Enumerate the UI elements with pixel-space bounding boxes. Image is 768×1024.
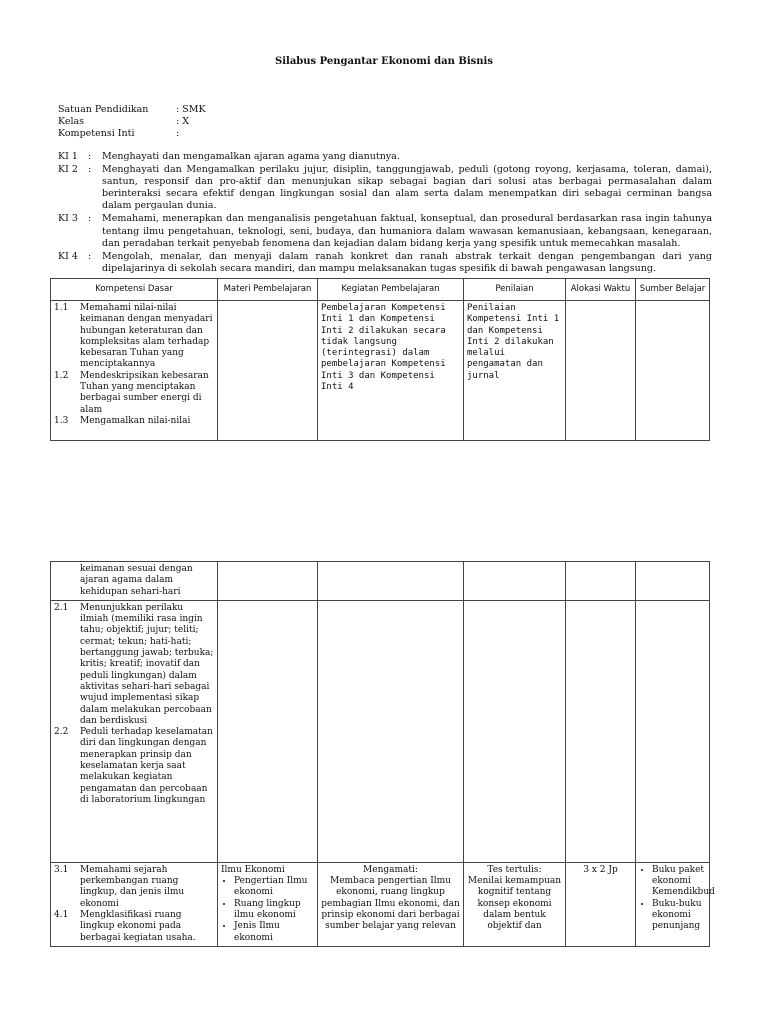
kd-number: 4.1 bbox=[54, 910, 69, 921]
sumber-list bbox=[639, 864, 715, 933]
kd-text: keimanan sesuai dengan ajaran agama dalam kehidupan sehari-hari bbox=[80, 564, 193, 597]
list-item: • Ruang lingkup ilmu ekonomi bbox=[234, 899, 314, 922]
kd-text: Peduli terhadap keselamatan diri dan lingkungan dengan menerapkan prinsip dan keselamatan kerja saat melakukan kegiatan pengamatan dan percobaan di laboratorium lingkungan bbox=[80, 727, 213, 805]
materi-cell bbox=[218, 600, 318, 862]
sumber-cell bbox=[636, 600, 710, 862]
ki-text: Memahami, menerapkan dan menganalisis pengetahuan faktual, konseptual, dan prosedural berdasarkan rasa ingin tahunya tentang ilmu pengetahuan, teknologi, seni, budaya, dan humaniora dalam wawasan kemanusiaan, kebangsaan, kenegaraan, dan peradaban terkait penyebab fenomena dan kejadian dalam bidang kerja yang spesifik untuk memecahkan masalah. bbox=[102, 213, 712, 249]
penilaian-cell bbox=[464, 600, 566, 862]
info-row bbox=[58, 104, 206, 116]
sumber-cell bbox=[636, 562, 710, 601]
kd-cell bbox=[51, 301, 218, 441]
core-competency-list bbox=[58, 151, 712, 275]
kd-number: 1.2 bbox=[54, 370, 69, 381]
ki-code: KI 1 bbox=[58, 151, 78, 162]
kd-item bbox=[54, 303, 214, 371]
kegiatan-cell: Pembelajaran Kompetensi Inti 1 dan Kompetensi Inti 2 dilakukan secara tidak langsung (terintegrasi) dalam pembelajaran Kompetensi Inti 3 dan Kompetensi Inti 4 bbox=[318, 301, 464, 441]
header-sumber: Sumber Belajar bbox=[636, 279, 710, 301]
header-alokasi: Alokasi Waktu bbox=[566, 279, 636, 301]
ki-sep: : bbox=[88, 213, 92, 225]
page-title: Silabus Pengantar Ekonomi dan Bisnis bbox=[275, 56, 493, 67]
ki-item bbox=[58, 251, 712, 275]
header-materi: Materi Pembelajaran bbox=[218, 279, 318, 301]
ki-text: Menghayati dan mengamalkan ajaran agama yang dianutnya. bbox=[102, 151, 400, 162]
school-info bbox=[58, 104, 206, 140]
ki-item bbox=[58, 164, 712, 212]
list-item: • Pengertian Ilmu ekonomi bbox=[234, 876, 314, 899]
kegiatan-cell bbox=[318, 562, 464, 601]
materi-cell bbox=[218, 301, 318, 441]
ki-sep: : bbox=[88, 250, 92, 262]
kd-item bbox=[54, 371, 214, 416]
kd-item bbox=[54, 910, 214, 944]
table-row bbox=[51, 562, 710, 601]
sumber-cell bbox=[636, 862, 715, 946]
info-value: : X bbox=[176, 116, 189, 127]
kd-cell bbox=[51, 562, 218, 601]
sumber-cell bbox=[636, 301, 710, 441]
kd-text: Menunjukkan perilaku ilmiah (memiliki rasa ingin tahu; objektif; jujur; teliti; cermat; tekun; hati-hati; bertanggung jawab; terbuka; kritis; kreatif; inovatif dan peduli lingkungan) dalam aktivitas sehari-hari sebagai wujud implementasi sikap dalam melakukan percobaan dan berdiskusi bbox=[80, 602, 214, 726]
kd-text: Memahami sejarah perkembangan ruang lingkup, dan jenis ilmu ekonomi bbox=[80, 864, 185, 909]
header-penilaian: Penilaian bbox=[464, 279, 566, 301]
header-kegiatan: Kegiatan Pembelajaran bbox=[318, 279, 464, 301]
info-label: Kelas bbox=[58, 116, 85, 127]
ki-code: KI 4 bbox=[58, 250, 78, 262]
ki-sep: : bbox=[88, 151, 92, 162]
penilaian-cell bbox=[464, 562, 566, 601]
kd-item bbox=[54, 564, 214, 598]
kd-number: 1.1 bbox=[54, 303, 69, 313]
kd-item bbox=[54, 865, 214, 910]
ki-code: KI 2 bbox=[58, 164, 78, 176]
kd-cell bbox=[51, 862, 218, 946]
info-label: Satuan Pendidikan bbox=[58, 104, 149, 115]
kd-number: 1.3 bbox=[54, 415, 69, 426]
ki-text: Mengolah, menalar, dan menyaji dalam ranah konkret dan ranah abstrak terkait dengan pengembangan dari yang dipelajarinya di sekolah secara mandiri, dan mampu melaksanakan tugas spesifik di bawah pengawasan langsung. bbox=[102, 250, 712, 274]
alokasi-cell bbox=[566, 562, 636, 601]
table-row bbox=[51, 301, 710, 441]
kegiatan-text: Membaca pengertian Ilmu ekonomi, ruang lingkup pembagian Ilmu ekonomi, dan prinsip ekonomi dari berbagai sumber belajar yang relevan bbox=[321, 876, 460, 932]
ki-text: Menghayati dan Mengamalkan perilaku jujur, disiplin, tanggungjawab, peduli (gotong royong, kerjasama, toleran, damai), santun, responsif dan pro-aktif dan menunjukan sikap sebagai bagian dari solusi atas berbagai permasalahan dalam berinteraksi secara efektif dengan lingkungan sosial dan alam serta dalam menempatkan diri sebagai cerminan bangsa dalam pergaulan dunia. bbox=[102, 164, 712, 212]
kd-number: 2.2 bbox=[54, 727, 69, 738]
materi-cell bbox=[218, 562, 318, 601]
penilaian-cell bbox=[464, 862, 566, 946]
penilaian-title: Tes tertulis: bbox=[487, 864, 542, 875]
header-kompetensi-dasar: Kompetensi Dasar bbox=[51, 279, 218, 301]
kegiatan-cell bbox=[318, 862, 464, 946]
ki-code: KI 3 bbox=[58, 213, 78, 225]
kd-cell bbox=[51, 600, 218, 862]
kd-item bbox=[54, 727, 214, 806]
kd-number: 3.1 bbox=[54, 864, 69, 875]
table-header-row bbox=[51, 279, 710, 301]
list-item: • Buku-buku ekonomi penunjang bbox=[652, 899, 706, 933]
list-item: • Jenis Ilmu ekonomi bbox=[234, 921, 314, 944]
kegiatan-title: Mengamati: bbox=[363, 864, 418, 875]
info-value: : bbox=[176, 128, 180, 139]
table-row bbox=[51, 862, 710, 946]
penilaian-text: Menilai kemampuan kognitif tentang konsep ekonomi dalam bentuk objektif dan bbox=[467, 876, 562, 932]
kd-text: Mengklasifikasi ruang lingkup ekonomi pada berbagai kegiatan usaha. bbox=[80, 910, 196, 943]
materi-list bbox=[221, 876, 314, 944]
penilaian-cell: Penilaian Kompetensi Inti 1 dan Kompetensi Inti 2 dilakukan melalui pengamatan dan jurnal bbox=[464, 301, 566, 441]
table-row bbox=[51, 600, 710, 862]
alokasi-cell bbox=[566, 600, 636, 862]
kd-text: Mendeskripsikan kebesaran Tuhan yang menciptakan berbagai sumber energi di alam bbox=[80, 370, 209, 415]
kegiatan-cell bbox=[318, 600, 464, 862]
list-item: • Buku paket ekonomi Kemendikbud bbox=[652, 865, 706, 899]
ki-sep: : bbox=[88, 164, 92, 176]
info-value: : SMK bbox=[176, 104, 206, 115]
kd-item bbox=[54, 603, 214, 727]
alokasi-cell: 3 x 2 Jp bbox=[566, 862, 636, 946]
kd-text: Memahami nilai-nilai keimanan dengan menyadari hubungan keteraturan dan kompleksitas alam terhadap kebesaran Tuhan yang menciptakannya bbox=[80, 303, 213, 370]
ki-item bbox=[58, 151, 712, 163]
materi-title: Ilmu Ekonomi bbox=[221, 864, 285, 875]
syllabus-table-page1 bbox=[50, 278, 710, 441]
kd-number: 2.1 bbox=[54, 602, 69, 613]
ki-item bbox=[58, 213, 712, 249]
info-row bbox=[58, 128, 206, 140]
syllabus-table-page2 bbox=[50, 561, 715, 947]
kd-item bbox=[54, 416, 214, 427]
kd-text: Mengamalkan nilai-nilai bbox=[80, 415, 191, 426]
materi-cell bbox=[218, 862, 318, 946]
info-row bbox=[58, 116, 206, 128]
alokasi-cell bbox=[566, 301, 636, 441]
info-label: Kompetensi Inti bbox=[58, 128, 135, 139]
